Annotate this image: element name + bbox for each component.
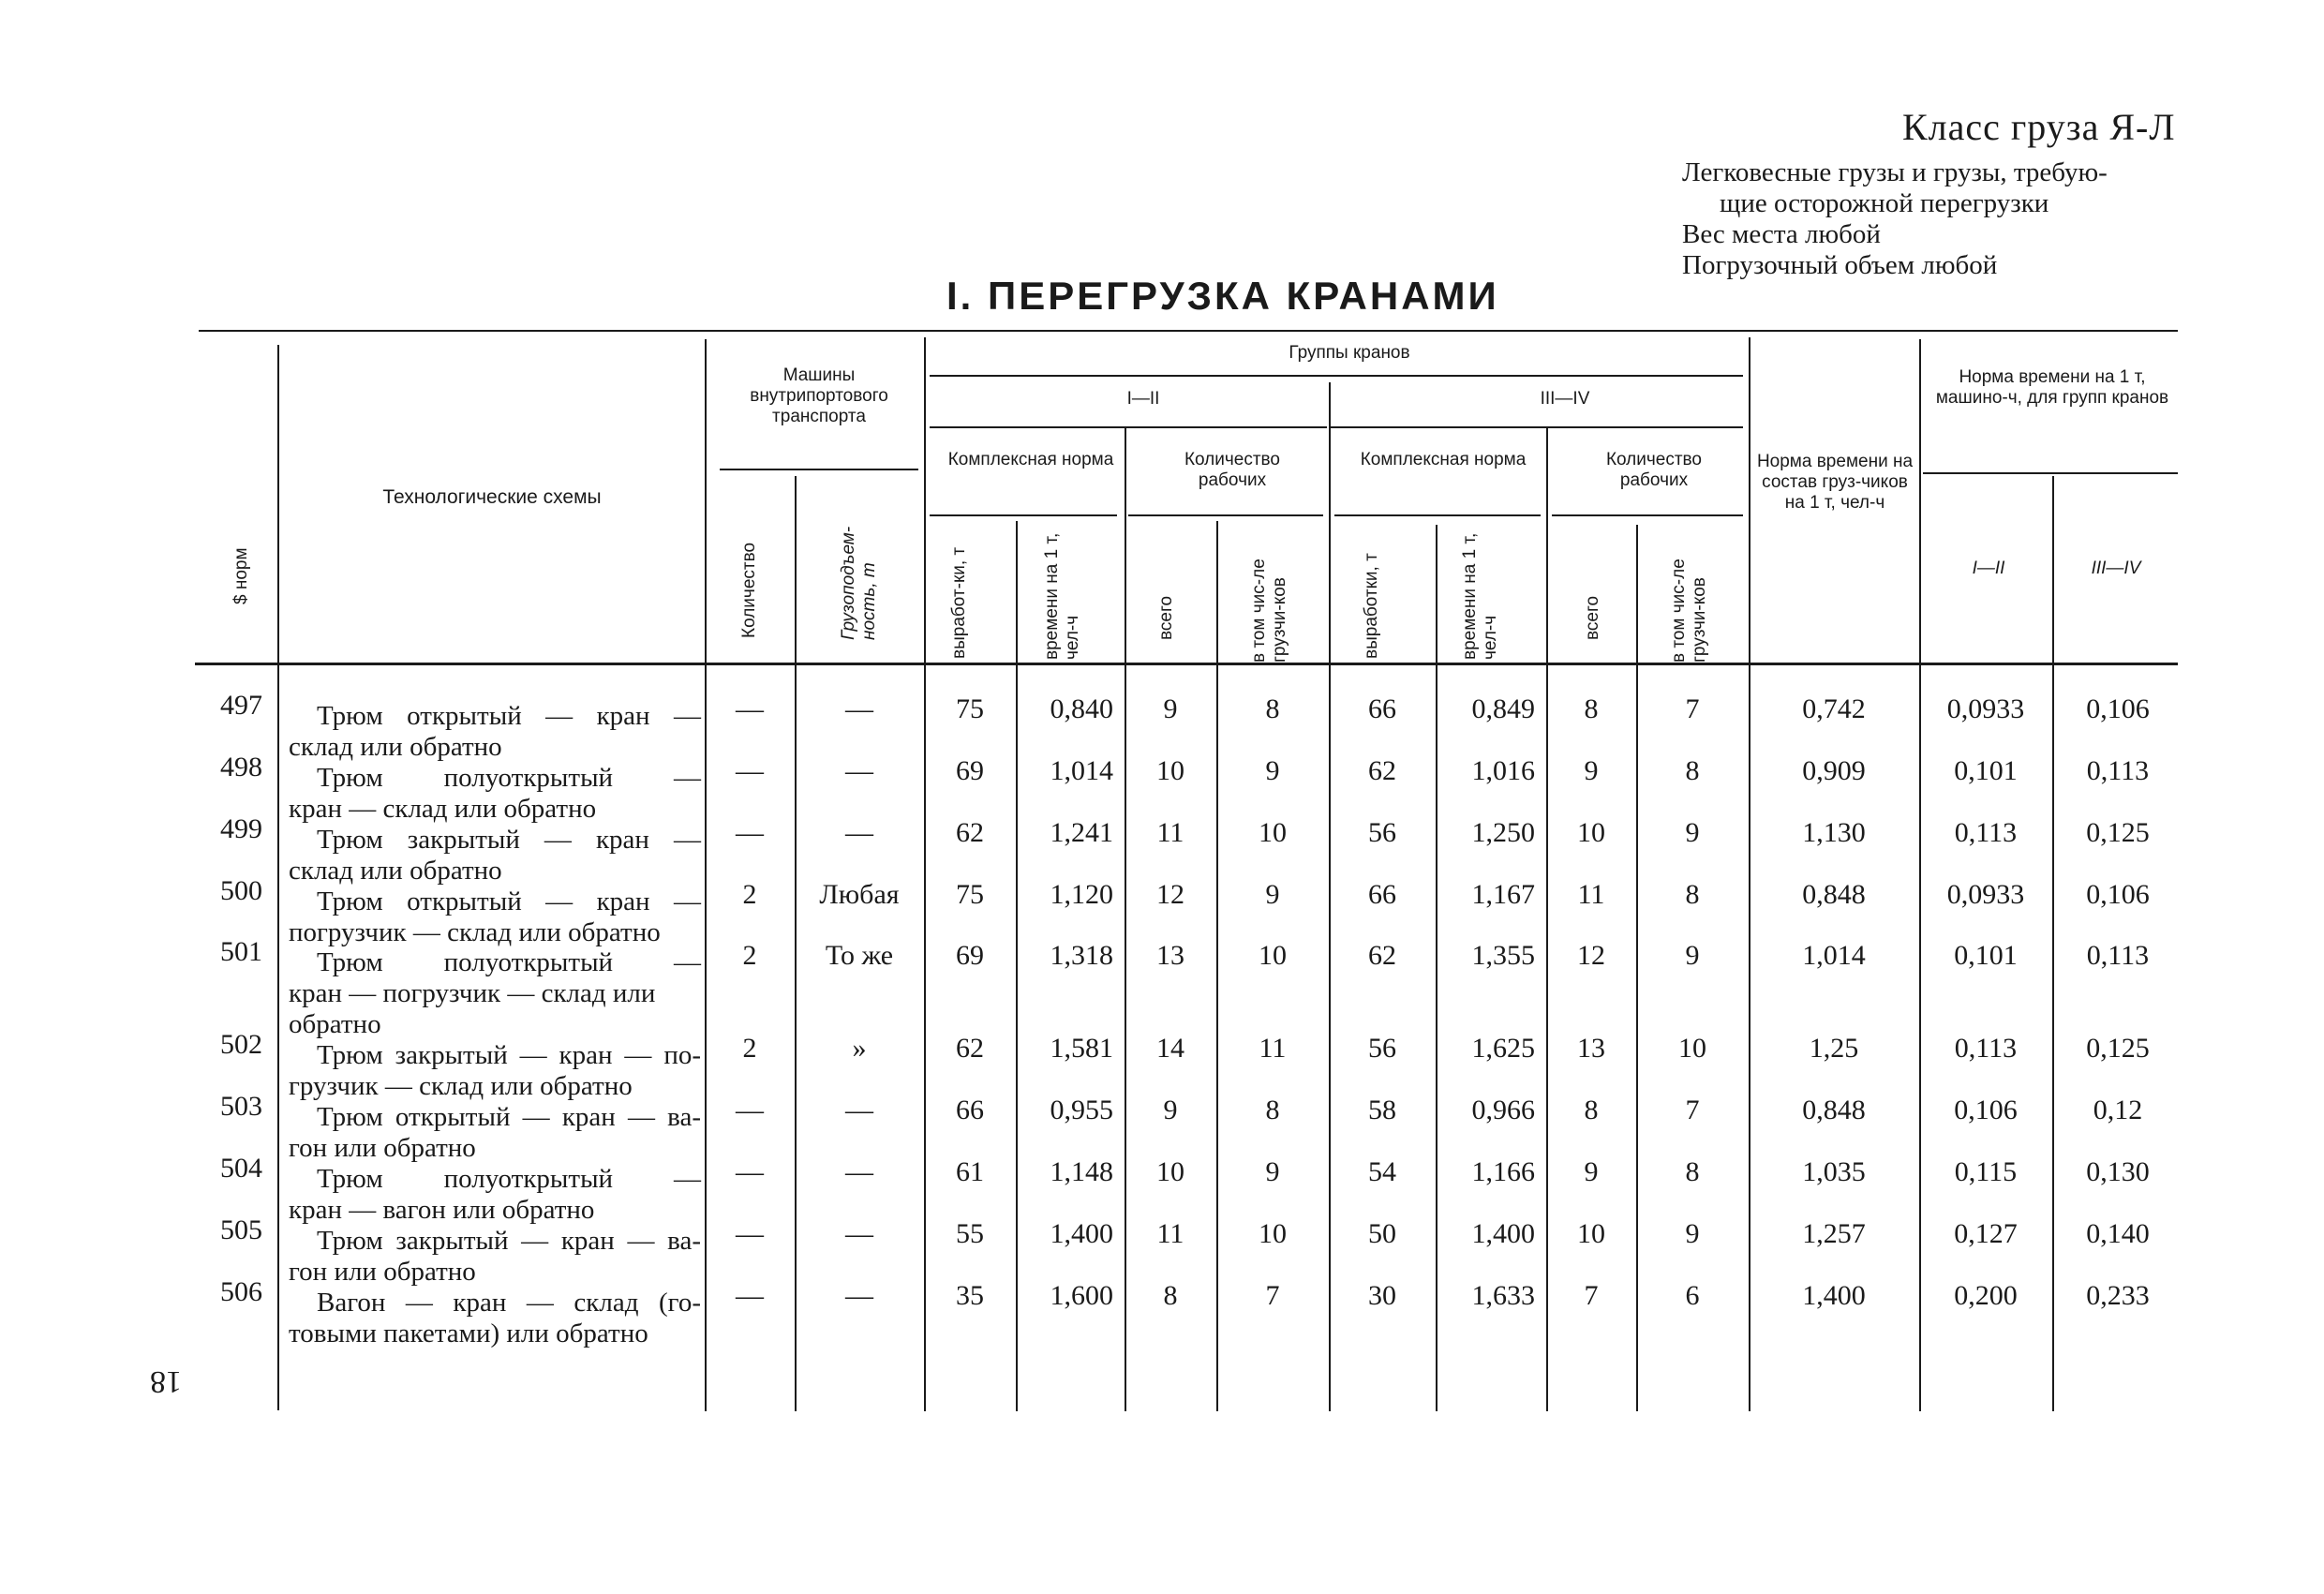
scheme-text: [289, 701, 701, 763]
cell-m34: 0,233: [2086, 1280, 2150, 1311]
cell-a-load: 9: [1265, 755, 1280, 786]
cell-mcount: —: [736, 1095, 764, 1125]
cell-crew: 1,25: [1809, 1033, 1859, 1064]
cell-a-all: 13: [1156, 940, 1184, 971]
cell-m12: 0,0933: [1946, 693, 2025, 724]
cell-m34: 0,113: [2086, 940, 2150, 971]
rule: [1331, 426, 1743, 428]
rule: [1923, 472, 2178, 474]
scheme-line: гон или обратно: [289, 1257, 476, 1287]
scheme-line: Трюм открытый — кран —: [317, 886, 701, 916]
header-norm-machine: Норма времени на 1 т, машино-ч, для групп кранов: [1935, 367, 2169, 408]
cell-m12: 0,115: [1954, 1156, 2018, 1187]
header-workers-count: Количество рабочих: [1605, 450, 1703, 490]
header-machines-count: Количество: [739, 542, 759, 638]
scheme-text: [289, 1226, 701, 1288]
cell-crew: 1,257: [1802, 1218, 1866, 1249]
cell-b-load: 6: [1685, 1280, 1700, 1311]
section-title: I. ПЕРЕГРУЗКА КРАНАМИ: [946, 274, 1499, 318]
row-number: 497: [220, 690, 262, 721]
cell-mcount: 2: [742, 879, 757, 910]
header-workers-count: Количество рабочих: [1184, 450, 1281, 490]
scheme-line: обратно: [289, 1009, 381, 1039]
scheme-text: [289, 825, 701, 886]
header-crane-groups: Группы кранов: [1289, 343, 1410, 363]
cell-m34: 0,12: [2093, 1095, 2143, 1125]
header-total: всего: [1156, 595, 1176, 640]
cell-a-all: 10: [1156, 1156, 1184, 1187]
cell-m12: 0,113: [1954, 1033, 2018, 1064]
cell-a-out: 69: [956, 755, 984, 786]
cell-mcount: 2: [742, 940, 757, 971]
cell-b-time: 0,966: [1471, 1095, 1535, 1125]
row-number: 504: [220, 1153, 262, 1184]
header-machines: Машины внутрипортового транспорта: [750, 365, 888, 426]
row-number: 505: [220, 1214, 262, 1245]
cell-m34: 0,125: [2086, 817, 2150, 848]
cell-b-out: 56: [1368, 1033, 1396, 1064]
header-complex-norm: Комплексная норма: [947, 450, 1114, 469]
description-line: Легковесные грузы и грузы, требую-: [1682, 157, 2108, 187]
cell-b-time: 1,016: [1471, 755, 1535, 786]
cell-b-all: 9: [1584, 1156, 1599, 1187]
scheme-line: Трюм открытый — кран — ва-: [317, 1102, 701, 1132]
col-rule: [277, 345, 279, 1410]
cell-m34: 0,106: [2086, 693, 2150, 724]
scheme-text: [289, 1102, 701, 1164]
cell-crew: 1,400: [1802, 1280, 1866, 1311]
row-number: 506: [220, 1276, 262, 1307]
cell-a-all: 10: [1156, 755, 1184, 786]
row-number: 498: [220, 752, 262, 782]
cell-a-load: 7: [1265, 1280, 1280, 1311]
header-nm-3-4: III—IV: [2091, 559, 2141, 578]
cell-crew: 0,848: [1802, 1095, 1866, 1125]
cell-m12: 0,113: [1954, 817, 2018, 848]
cell-mcap: —: [845, 755, 873, 786]
cell-b-all: 13: [1577, 1033, 1605, 1064]
cell-b-out: 50: [1368, 1218, 1396, 1249]
cell-a-all: 9: [1163, 1095, 1178, 1125]
scheme-line: Трюм закрытый — кран — по-: [317, 1040, 701, 1070]
header-output: выработ-ки, т: [949, 546, 969, 659]
scheme-text: [289, 763, 701, 825]
cell-m34: 0,106: [2086, 879, 2150, 910]
rule: [930, 514, 1117, 516]
cell-a-all: 11: [1156, 817, 1184, 848]
header-output: выработки, т: [1362, 553, 1381, 659]
cell-b-out: 66: [1368, 879, 1396, 910]
cell-m34: 0,113: [2086, 755, 2150, 786]
scheme-line: гон или обратно: [289, 1133, 476, 1163]
table-top-rule: [199, 330, 2178, 332]
cell-mcount: —: [736, 755, 764, 786]
cell-b-out: 30: [1368, 1280, 1396, 1311]
cell-b-load: 8: [1685, 1156, 1700, 1187]
cell-mcount: 2: [742, 1033, 757, 1064]
cell-b-time: 1,250: [1471, 817, 1535, 848]
cell-a-all: 8: [1163, 1280, 1178, 1311]
cell-mcount: —: [736, 693, 764, 724]
cell-b-load: 7: [1685, 1095, 1700, 1125]
rule: [1552, 514, 1743, 516]
cell-m12: 0,0933: [1946, 879, 2025, 910]
cell-b-time: 1,355: [1471, 940, 1535, 971]
cell-b-load: 10: [1678, 1033, 1706, 1064]
cell-a-load: 8: [1265, 693, 1280, 724]
cell-b-load: 8: [1685, 755, 1700, 786]
row-number: 499: [220, 813, 262, 844]
cell-mcap: Любая: [819, 879, 900, 910]
description-line: Погрузочный объем любой: [1682, 250, 1998, 280]
cell-crew: 1,130: [1802, 817, 1866, 848]
table-header-bottom-rule: [195, 663, 2178, 665]
cell-b-out: 54: [1368, 1156, 1396, 1187]
scheme-text: [289, 1288, 701, 1349]
cell-a-all: 9: [1163, 693, 1178, 724]
page-number: 18: [150, 1364, 182, 1399]
cell-mcap: То же: [825, 940, 894, 971]
header-complex-norm: Комплексная норма: [1360, 450, 1527, 469]
scheme-line: склад или обратно: [289, 856, 502, 886]
cell-a-load: 9: [1265, 879, 1280, 910]
cell-mcap: —: [845, 693, 873, 724]
cell-b-load: 9: [1685, 1218, 1700, 1249]
cell-m12: 0,106: [1954, 1095, 2018, 1125]
scheme-line: Трюм полуоткрытый —: [317, 1164, 701, 1194]
header-group-1-2: I—II: [1126, 389, 1160, 409]
description-line: щие осторожной перегрузки: [1720, 188, 2049, 218]
cell-a-load: 10: [1259, 1218, 1287, 1249]
scheme-text: [289, 1040, 701, 1102]
cell-m34: 0,140: [2086, 1218, 2150, 1249]
scheme-line: товыми пакетами) или обратно: [289, 1318, 648, 1348]
cell-a-time: 0,955: [1050, 1095, 1113, 1125]
cell-b-time: 1,166: [1471, 1156, 1535, 1187]
cell-crew: 1,014: [1802, 940, 1866, 971]
cargo-description: [1682, 157, 2207, 281]
cell-a-time: 1,400: [1050, 1218, 1113, 1249]
cell-a-all: 14: [1156, 1033, 1184, 1064]
row-number: 500: [220, 875, 262, 906]
cell-b-all: 8: [1584, 693, 1599, 724]
scheme-line: Трюм полуоткрытый —: [317, 763, 701, 793]
cell-b-all: 7: [1584, 1280, 1599, 1311]
cell-crew: 0,909: [1802, 755, 1866, 786]
header-nm-1-2: I—II: [1972, 559, 2005, 578]
cell-a-out: 69: [956, 940, 984, 971]
cell-a-out: 61: [956, 1156, 984, 1187]
cell-mcap: —: [845, 817, 873, 848]
cell-m12: 0,127: [1954, 1218, 2018, 1249]
cell-a-time: 1,148: [1050, 1156, 1113, 1187]
cell-crew: 1,035: [1802, 1156, 1866, 1187]
scheme-text: [289, 947, 701, 1040]
header-incl-loaders: в том чис-ле грузчи-ков: [1249, 559, 1289, 663]
header-incl-loaders: в том чис-ле грузчи-ков: [1669, 559, 1709, 663]
cell-b-time: 1,633: [1471, 1280, 1535, 1311]
col-rule: [1919, 339, 1921, 1411]
cell-a-time: 1,120: [1050, 879, 1113, 910]
cell-a-load: 10: [1259, 817, 1287, 848]
cell-a-time: 0,840: [1050, 693, 1113, 724]
cell-m12: 0,101: [1954, 940, 2018, 971]
cell-crew: 0,742: [1802, 693, 1866, 724]
scheme-line: кран — погрузчик — склад или: [289, 978, 656, 1008]
cell-b-load: 9: [1685, 817, 1700, 848]
cell-a-load: 11: [1259, 1033, 1287, 1064]
cell-a-time: 1,014: [1050, 755, 1113, 786]
header-norm-crew: Норма времени на состав груз-чиков на 1 т, чел-ч: [1756, 452, 1914, 513]
cell-b-load: 7: [1685, 693, 1700, 724]
cell-a-out: 62: [956, 817, 984, 848]
cell-b-all: 10: [1577, 1218, 1605, 1249]
cell-mcap: »: [852, 1033, 867, 1064]
row-number: 501: [220, 936, 262, 967]
cell-a-out: 66: [956, 1095, 984, 1125]
rule: [1334, 514, 1541, 516]
cell-mcount: —: [736, 1156, 764, 1187]
cell-b-all: 9: [1584, 755, 1599, 786]
cell-a-load: 9: [1265, 1156, 1280, 1187]
cell-b-all: 11: [1577, 879, 1605, 910]
cell-mcount: —: [736, 1218, 764, 1249]
scheme-line: Трюм полуоткрытый —: [317, 947, 701, 977]
cell-b-all: 8: [1584, 1095, 1599, 1125]
scheme-line: кран — вагон или обратно: [289, 1195, 595, 1225]
rule: [930, 426, 1327, 428]
cell-b-out: 66: [1368, 693, 1396, 724]
rule: [720, 469, 918, 470]
header-machines-capacity: Грузоподъем-ность, т: [839, 526, 879, 640]
cell-a-all: 11: [1156, 1218, 1184, 1249]
cell-b-out: 56: [1368, 817, 1396, 848]
cell-mcount: —: [736, 817, 764, 848]
header-total: всего: [1583, 595, 1602, 640]
cell-b-out: 62: [1368, 940, 1396, 971]
col-rule: [1546, 427, 1548, 1411]
scheme-line: Вагон — кран — склад (го-: [317, 1288, 701, 1318]
cell-b-time: 0,849: [1471, 693, 1535, 724]
scheme-text: [289, 1164, 701, 1226]
cell-mcap: —: [845, 1280, 873, 1311]
scheme-line: склад или обратно: [289, 732, 502, 762]
rule: [1128, 514, 1323, 516]
scheme-line: кран — склад или обратно: [289, 794, 597, 824]
cell-b-time: 1,167: [1471, 879, 1535, 910]
cell-a-out: 35: [956, 1280, 984, 1311]
cell-a-load: 10: [1259, 940, 1287, 971]
cell-a-load: 8: [1265, 1095, 1280, 1125]
cell-b-out: 58: [1368, 1095, 1396, 1125]
cell-mcap: —: [845, 1156, 873, 1187]
scheme-line: Трюм закрытый — кран —: [317, 825, 701, 855]
col-rule: [705, 339, 707, 1411]
header-time-per-t: времени на 1 т, чел-ч: [1460, 532, 1500, 660]
cell-a-time: 1,600: [1050, 1280, 1113, 1311]
header-group-3-4: III—IV: [1540, 389, 1590, 409]
col-rule: [1125, 427, 1126, 1411]
scheme-line: грузчик — склад или обратно: [289, 1071, 633, 1101]
cell-b-all: 12: [1577, 940, 1605, 971]
cell-mcap: —: [845, 1095, 873, 1125]
col-rule: [924, 337, 926, 1411]
row-number: 502: [220, 1029, 262, 1060]
header-time-per-t: времени на 1 т, чел-ч: [1042, 532, 1082, 660]
cell-a-time: 1,581: [1050, 1033, 1113, 1064]
scheme-line: Трюм закрытый — кран — ва-: [317, 1226, 701, 1256]
cargo-class-title: Класс груза Я-Л: [1902, 106, 2176, 148]
cell-a-out: 62: [956, 1033, 984, 1064]
cell-m12: 0,200: [1954, 1280, 2018, 1311]
cell-a-out: 55: [956, 1218, 984, 1249]
cell-b-time: 1,625: [1471, 1033, 1535, 1064]
cell-a-time: 1,241: [1050, 817, 1113, 848]
cell-a-all: 12: [1156, 879, 1184, 910]
cell-m34: 0,125: [2086, 1033, 2150, 1064]
cell-mcap: —: [845, 1218, 873, 1249]
scheme-line: погрузчик — склад или обратно: [289, 917, 661, 947]
cell-a-time: 1,318: [1050, 940, 1113, 971]
header-norm-no: $ норм: [231, 547, 251, 604]
row-number: 503: [220, 1091, 262, 1122]
cell-b-all: 10: [1577, 817, 1605, 848]
cell-b-load: 8: [1685, 879, 1700, 910]
cell-m34: 0,130: [2086, 1156, 2150, 1187]
scheme-line: Трюм открытый — кран —: [317, 701, 701, 731]
col-rule: [1749, 337, 1750, 1411]
cell-a-out: 75: [956, 693, 984, 724]
rule: [930, 375, 1743, 377]
cell-a-out: 75: [956, 879, 984, 910]
cell-mcount: —: [736, 1280, 764, 1311]
header-schemes: Технологические схемы: [382, 486, 602, 508]
description-line: Вес места любой: [1682, 219, 1881, 249]
cell-b-out: 62: [1368, 755, 1396, 786]
cell-b-time: 1,400: [1471, 1218, 1535, 1249]
cell-m12: 0,101: [1954, 755, 2018, 786]
cell-crew: 0,848: [1802, 879, 1866, 910]
scheme-text: [289, 886, 701, 948]
cell-b-load: 9: [1685, 940, 1700, 971]
